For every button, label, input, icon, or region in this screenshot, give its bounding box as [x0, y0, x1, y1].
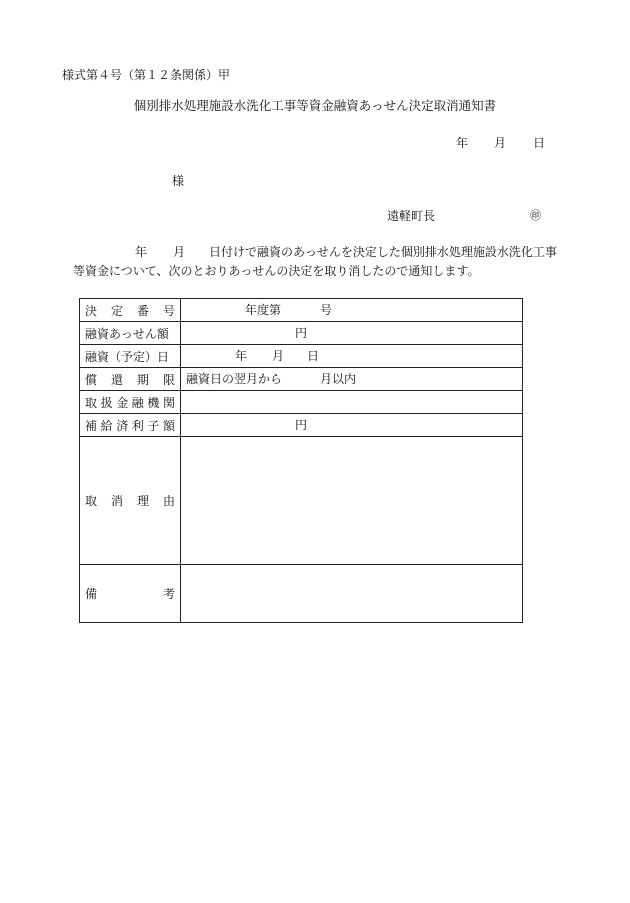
- value-repayment-period[interactable]: [181, 368, 523, 391]
- label-subsidized-interest: 補 給 済 利 子 額: [80, 414, 181, 437]
- table-row: [80, 565, 523, 623]
- date-month-label: 月: [494, 136, 507, 150]
- loan-date-year: 年: [235, 349, 248, 363]
- label-loan-amount: 融資あっせん額: [80, 322, 181, 345]
- date-day-label: 日: [533, 136, 546, 150]
- table-row: [80, 414, 523, 437]
- sender-name: 遠軽町長: [387, 209, 436, 223]
- value-loan-amount[interactable]: [181, 322, 523, 345]
- yen-unit: 円: [295, 418, 308, 432]
- table-row: [80, 391, 523, 414]
- value-financial-institution[interactable]: [181, 391, 523, 414]
- label-cancellation-reason: 取 消 理 由: [80, 437, 181, 565]
- value-decision-number[interactable]: [181, 299, 523, 322]
- value-subsidized-interest[interactable]: [181, 414, 523, 437]
- recipient-honorific: 様: [172, 174, 185, 188]
- table-row: [80, 322, 523, 345]
- table-row: [80, 299, 523, 322]
- body-year-label: 年: [135, 245, 148, 259]
- document-title: 個別排水処理施設水洗化工事等資金融資あっせん決定取消通知書: [133, 98, 497, 113]
- yen-unit: 円: [295, 326, 308, 340]
- label-repayment-period: 償 還 期 限: [80, 368, 181, 391]
- loan-date-month: 月: [272, 349, 285, 363]
- body-month-label: 月: [173, 245, 186, 259]
- form-number: 様式第４号（第１２条関係）甲: [62, 68, 231, 82]
- body-line-2: 等資金について、次のとおりあっせんの決定を取り消したので通知します。: [73, 264, 480, 278]
- date-year-label: 年: [456, 136, 469, 150]
- label-loan-date: 融資（予定）日: [80, 345, 181, 368]
- value-remarks[interactable]: [181, 565, 523, 623]
- table-row: [80, 345, 523, 368]
- seal-mark: ㊞: [530, 209, 541, 222]
- body-line-1-text: 日付けで融資のあっせんを決定した個別排水処理施設水洗化工事: [209, 245, 557, 259]
- table-row: [80, 437, 523, 565]
- repayment-months-text: 月以内: [320, 372, 357, 386]
- value-cancellation-reason[interactable]: [181, 437, 523, 565]
- number-suffix-text: 号: [320, 303, 333, 317]
- label-remarks: 備 考: [80, 565, 181, 623]
- value-loan-date[interactable]: [181, 345, 523, 368]
- fiscal-year-text: 年度第: [245, 303, 282, 317]
- table-row: [80, 368, 523, 391]
- repayment-start-text: 融資日の翌月から: [186, 372, 283, 386]
- details-table: [79, 298, 523, 623]
- label-decision-number: 決 定 番 号: [80, 299, 181, 322]
- label-financial-institution: 取 扱 金 融 機 関: [80, 391, 181, 414]
- loan-date-day: 日: [307, 349, 320, 363]
